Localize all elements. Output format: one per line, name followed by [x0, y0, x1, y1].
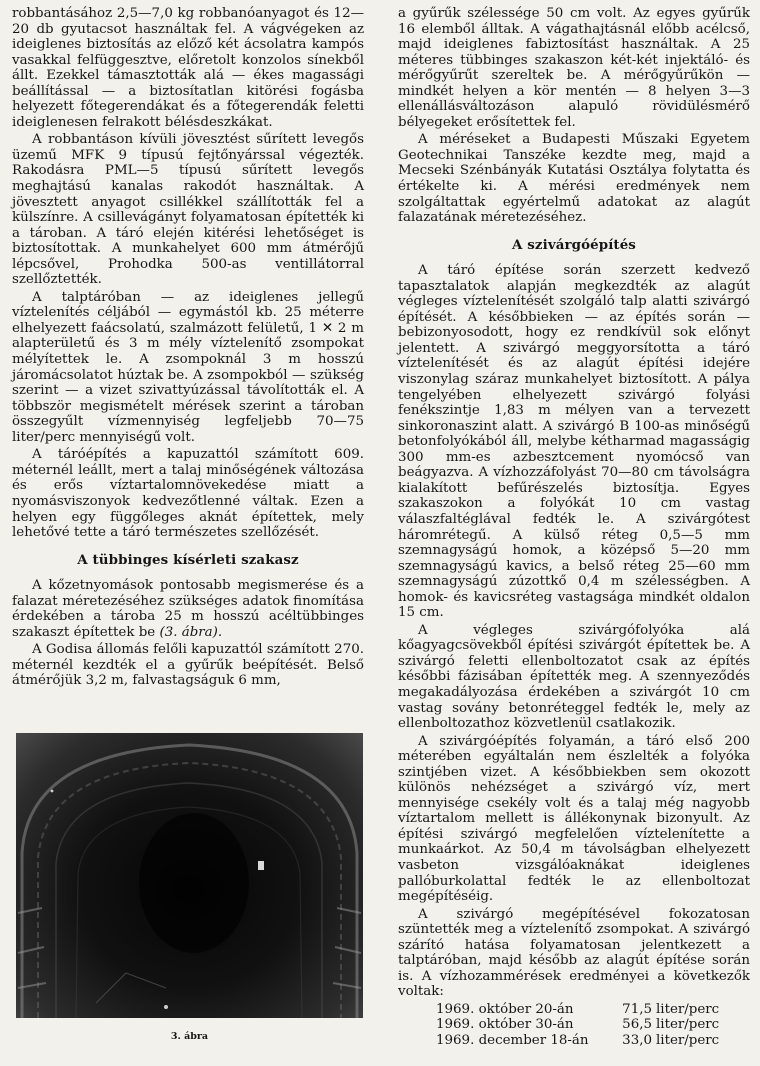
tunnel-photo-image	[16, 733, 363, 1018]
paragraph	[12, 578, 364, 640]
tunnel-photo-figure	[16, 733, 363, 1018]
paragraph: A szivárgó megépítésével fokozatosan szüntették meg a víztelenítő zsompokat. A szivárgó szárító hatása folyamatosan jelentkezett a talptáróban, majd később az alagút építése során is. A vízhozammérések eredményei a következők voltak:	[398, 906, 750, 1000]
right-column	[398, 6, 750, 1049]
paragraph: A táróépítés a kapuzattól számított 609. méternél leállt, mert a talaj minőségének változása és erős víztartalomnövekedése miatt a nyomásviszonyok kedvezőtlenné váltak. Ezen a helyen egy függőleges aknát építettek, mely lehetővé tette a táró természetes szellőzését.	[12, 447, 364, 541]
measurement-value: 33,0	[622, 1033, 652, 1048]
paragraph: A végleges szivárgófolyóka alá kőagyagcsövekből építési szivárgót építettek be. A szivárgó feletti ellenboltozatot csak az építés későbbi fázisában építették meg. A szennyeződés megakadályozása érdekében a szivárgót 10 cm vastag sovány betonréteggel fedték le, mely az ellenboltozathoz közvetlenül csatlakozik.	[398, 622, 750, 732]
paragraph: A táró építése során szerzett kedvező tapasztalatok alapján megkezdték az alagút végleges víztelenítését szolgáló talp alatti szivárgó építését. A későbbieken — az építés során — bebizonyosodott, hogy ez rendkívül sok előnyt jelentett. A szivárgó meggyorsította a táró víztelenítését és az alagút építési idejére viszonylag száraz munkahelyet biztosított. A pálya tengelyében elhelyezett szivárgó folyási fenékszintje 1,83 m mélyen van a tervezett sinkoronaszint alatt. A szivárgó B 100-as minőségű betonfolyókából áll, melybe kétharmad magasságig 300 mm-es azbesztcement nyomócső van beágyazva. A vízhozzáfolyást 70—80 cm távolságra kialakított befűrészelés biztosítja. Egyes szakaszokon a folyókát 10 cm vastag válaszfaltéglával fedték le. A szivárgótest háromrétegű. A külső réteg 0,5—5 mm szemnagyságú homok, a középső 5—20 mm szemnagyságú kavics, a belső réteg 25—60 mm szemnagyságú zúzottkő 0,4 m szélességben. A homok- és kavicsréteg vastagsága mindkét oldalon 15 cm.	[398, 263, 750, 621]
paragraph-text: A kőzetnyomások pontosabb megismerése és a falazat méretezéséhez szükséges adatok finomítása érdekében a tároba 25 m hosszú acéltübbinges szakaszt építettek be	[12, 578, 364, 640]
section-heading-tubbing: A tübbinges kísérleti szakasz	[77, 551, 299, 568]
section-heading-drainage: A szivárgóépítés	[512, 236, 636, 253]
left-column	[12, 6, 364, 691]
paragraph: A Godisa állomás felőli kapuzattól számított 270. méternél kezdték el a gyűrűk beépítését. Belső átmérőjük 3,2 m, falvastagságuk 6 mm,	[12, 642, 364, 689]
figure-reference: (3. ábra).	[159, 624, 223, 640]
measurement-date: 1969. október 30-án	[436, 1017, 574, 1033]
paragraph: A robbantáson kívüli jövesztést sűrített levegős üzemű MFK 9 típusú fejtőnyárssal végezték. Rakodásra PML—5 típusú sűrített levegős meghajtású kanalas rakodót használtak. A jövesztett anyagot csillékkel szállították fel a külszínre. A csillevágányt folyamatosan építették ki a tároban. A táró elején kitérési lehetőséget is biztosítottak. A munkahelyet 600 mm átmérőjű lépcsővel, Prohodka 500-as ventillátorral szellőztették.	[12, 132, 364, 288]
table-row	[436, 1017, 719, 1033]
measurement-unit: liter/perc	[656, 1033, 720, 1048]
figure-caption: 3. ábra	[170, 1031, 209, 1042]
measurement-unit: liter/perc	[656, 1001, 720, 1017]
table-row	[436, 1002, 719, 1018]
paragraph: robbantásához 2,5—7,0 kg robbanóanyagot és 12—20 db gyutacsot használtak fel. A vágvégeken az ideiglenes biztosítás az előző két ácsolatra kampós vasakkal felfüggesztve, előretolt konzolos sínekből állt. Ezekkel támasztották alá — ékes magassági beállítással — a biztosítatlan kitörési fogásba helyezett főtegerendákat és a főtegerendák feletti ideiglenesen felrakott bélésdeszkákat.	[12, 6, 364, 130]
paragraph: A méréseket a Budapesti Műszaki Egyetem Geotechnikai Tanszéke kezdte meg, majd a Mecseki Szénbányák Kutatási Osztálya folytatta és értékelte ki. A mérési eredmények nem szolgáltattak egyértelmű adatokat az alagút falazatának méretezéséhez.	[398, 132, 750, 226]
flow-measurements-table	[436, 1002, 719, 1049]
measurement-value: 56,5	[622, 1017, 652, 1033]
paragraph: A talptáróban — az ideiglenes jellegű víztelenítés céljából — egymástól kb. 25 méterre elhelyezett faácsolatú, szalmázott felületű, 1 ✕ 2 m alapterületű és 3 m mély víztelenítő zsompokat mélyítettek le. A zsompoknál 3 m hosszú járomácsolatot húztak be. A zsompokból — szükség szerint — a vizet szivattyúzással távolították el. A többször megismételt mérések szerint a tároban összegyűlt vízmennyiség legfeljebb 70—75 liter/perc mennyiségű volt.	[12, 289, 364, 445]
measurement-value: 71,5	[622, 1001, 652, 1017]
paragraph: a gyűrűk szélessége 50 cm volt. Az egyes gyűrűk 16 elemből álltak. A vágathajtásnál előbb acélcső, majd ideiglenes fabiztosítást használtak. A 25 méteres tübbinges szakaszon két-két injektáló- és mérőgyűrűt szereltek be. A mérőgyűrűkön — mindkét helyen a kör mentén — 8 helyen 3—3 ellenállásváltozáson alapuló rövidülésmérő bélyegeket erősítettek fel.	[398, 6, 750, 130]
measurement-date: 1969. október 20-án	[436, 1001, 574, 1017]
measurement-unit: liter/perc	[656, 1017, 720, 1033]
table-row	[436, 1033, 719, 1049]
measurement-date: 1969. december 18-án	[436, 1033, 589, 1048]
paragraph: A szivárgóépítés folyamán, a táró első 200 méterében egyáltalán nem észlelték a folyóka szintjében vizet. A későbbiekben sem okozott különös nehézséget a szivárgó víz, mert mennyisége csekély volt és a talaj még nagyobb víztartalom mellett is állékonynak bizonyult. Az építési szivárgó megfelelően víztelenítette a munkaárkot. Az 50,4 m távolságban elhelyezett vasbeton vizsgálóaknákat ideiglenes pallóburkolattal fedték le az ellenboltozat megépítéséig.	[398, 733, 750, 905]
